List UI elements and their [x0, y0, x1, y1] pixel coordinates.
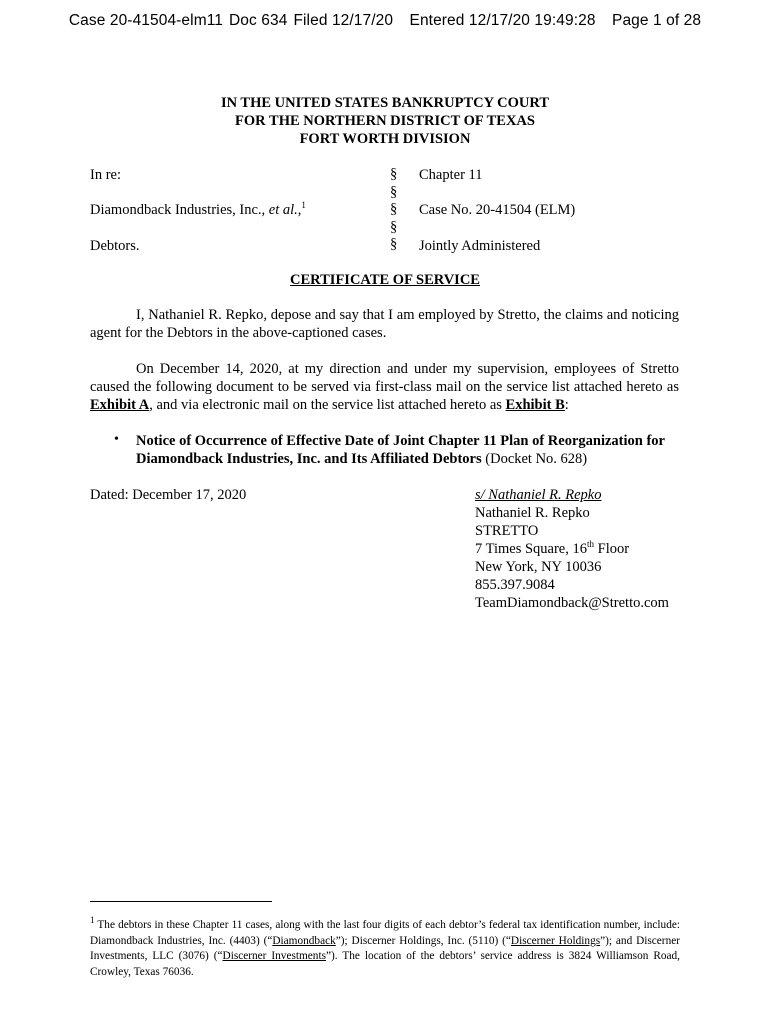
case-number: Case No. 20-41504 (ELM)	[419, 202, 576, 218]
paragraph-2-text	[90, 360, 679, 414]
debtors-label: Debtors.	[90, 238, 140, 254]
section-symbol: §	[390, 166, 398, 182]
footnote-text-d: ”). The location of the debtors’ service address is 3824 Williamson Road, Crowley, Texas 76036.	[90, 950, 681, 978]
stamp-page: Page 1 of 28	[612, 12, 702, 29]
address-street: 7 Times Square, 16	[475, 541, 587, 557]
served-document	[136, 432, 684, 468]
footnote-1	[90, 915, 681, 980]
signer-name: Nathaniel R. Repko	[475, 505, 590, 521]
section-symbol: §	[390, 183, 398, 200]
paragraph-1-text: I, Nathaniel R. Repko, depose and say that I am employed by Stretto, the claims and noticing agent for the Debtors in the above-captioned cases.	[90, 307, 679, 341]
section-symbol: §	[390, 218, 398, 235]
signer-company: STRETTO	[475, 523, 539, 539]
administered-label: Jointly Administered	[419, 238, 541, 254]
signer-address-2: New York, NY 10036	[475, 559, 602, 575]
court-line-2: FOR THE NORTHERN DISTRICT OF TEXAS	[235, 113, 535, 129]
section-symbol: §	[390, 236, 398, 253]
paragraph-2	[90, 360, 679, 414]
paragraph-1	[90, 306, 679, 342]
debtor-name	[90, 201, 306, 219]
exhibit-a-ref: Exhibit A	[90, 397, 150, 413]
signature-block	[475, 486, 669, 612]
footnote-text-c: ”); and Discerner Investments, LLC (3076) (“	[90, 934, 680, 962]
et-al: et al.	[268, 202, 298, 218]
court-heading	[0, 94, 770, 148]
dated-line: Dated: December 17, 2020	[90, 487, 247, 503]
debtor-name-text: Diamondback Industries, Inc.,	[90, 202, 269, 218]
debtor-suffix: ,	[297, 202, 302, 218]
signer-address-1	[475, 540, 669, 558]
court-line-3: FORT WORTH DIVISION	[299, 131, 471, 147]
bullet-icon: •	[114, 432, 119, 447]
footnote-defined-term: Discerner Investments	[222, 950, 326, 962]
footnote-divider	[90, 901, 272, 902]
docket-reference: (Docket No. 628)	[481, 451, 588, 467]
court-line-1: IN THE UNITED STATES BANKRUPTCY COURT	[220, 95, 550, 111]
footnote-number: 1	[90, 915, 95, 926]
stamp-filed: Filed 12/17/20	[293, 12, 394, 29]
served-document-title: Notice of Occurrence of Effective Date of Joint Chapter 11 Plan of Reorganization for Diamondback Industries, Inc. and Its Affiliated Debtors	[136, 433, 665, 467]
section-column	[390, 166, 397, 254]
para2-text-a: On December 14, 2020, at my direction and under my supervision, employees of Stretto caused the following document to be served via first-class mail on the service list attached hereto as	[90, 361, 679, 395]
footnote-text-a: The debtors in these Chapter 11 cases, along with the last four digits of each debtor’s federal tax identification number, include: Diamondback Industries, Inc. (4403) (“	[90, 919, 680, 947]
footnote-ref: 1	[301, 200, 306, 211]
stamp-entered: Entered 12/17/20 19:49:28	[409, 12, 596, 29]
address-floor: Floor	[594, 541, 630, 557]
stamp-case: Case 20-41504-elm11	[68, 12, 223, 29]
electronic-signature: s/ Nathaniel R. Repko	[475, 487, 602, 503]
filing-stamp	[0, 12, 770, 30]
exhibit-b-ref: Exhibit B	[505, 397, 565, 413]
stamp-doc: Doc 634	[229, 12, 288, 29]
chapter-label: Chapter 11	[419, 167, 483, 183]
in-re-label: In re:	[90, 167, 121, 183]
document-title: CERTIFICATE OF SERVICE	[290, 272, 480, 288]
footnote-defined-term: Discerner Holdings	[510, 934, 601, 947]
section-symbol: §	[390, 201, 398, 218]
footnote-text-b: ”); Discerner Holdings, Inc. (5110) (“	[335, 934, 511, 947]
signer-email: TeamDiamondback@Stretto.com	[475, 595, 669, 611]
footnote-defined-term: Diamondback	[272, 934, 336, 947]
para2-text-c: :	[564, 397, 569, 413]
para2-text-b: , and via electronic mail on the service list attached hereto as	[149, 397, 506, 413]
address-ordinal: th	[587, 539, 595, 550]
signer-phone: 855.397.9084	[475, 577, 555, 593]
